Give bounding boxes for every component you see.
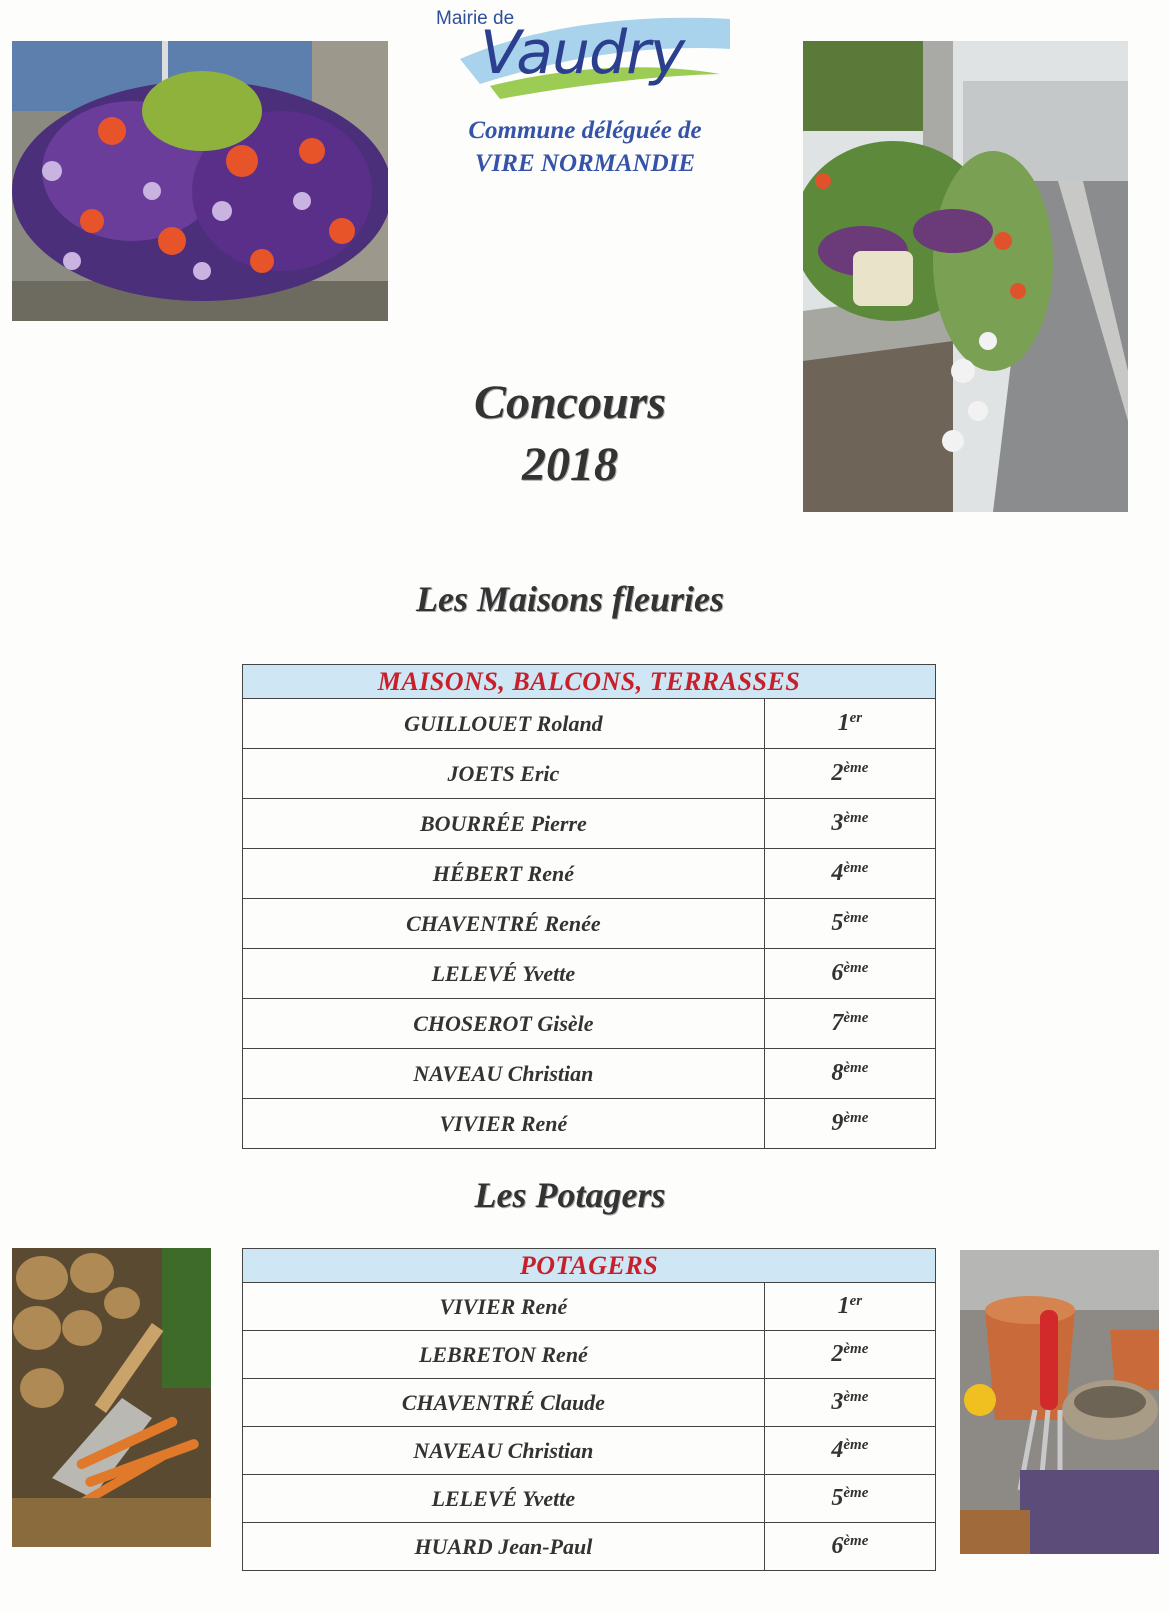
table-row xyxy=(243,1379,936,1427)
rank-suffix: ème xyxy=(843,860,869,876)
rank-place xyxy=(764,699,935,749)
rank-place xyxy=(764,749,935,799)
participant-name: HUARD Jean-Paul xyxy=(243,1523,765,1571)
participant-name: HÉBERT René xyxy=(243,849,765,899)
contest-heading xyxy=(390,372,750,496)
rank-suffix: ème xyxy=(843,1010,869,1026)
table-header-row xyxy=(243,665,936,699)
table-header-row xyxy=(243,1249,936,1283)
participant-name: NAVEAU Christian xyxy=(243,1427,765,1475)
rank-place xyxy=(764,1475,935,1523)
commune-line-2: VIRE NORMANDIE xyxy=(474,150,696,177)
rank-number: 4 xyxy=(831,1437,844,1463)
rank-place xyxy=(764,1379,935,1427)
participant-name: CHOSEROT Gisèle xyxy=(243,999,765,1049)
rank-place xyxy=(764,799,935,849)
table-row xyxy=(243,749,936,799)
rank-suffix: ème xyxy=(843,1533,869,1549)
rank-place xyxy=(764,1427,935,1475)
vaudry-logo xyxy=(420,4,750,116)
maisons-section-title: Les Maisons fleuries xyxy=(415,579,725,619)
rank-number: 9 xyxy=(831,1110,844,1136)
rank-number: 5 xyxy=(831,1485,844,1511)
participant-name: JOETS Eric xyxy=(243,749,765,799)
contest-year: 2018 xyxy=(522,438,618,491)
rank-number: 2 xyxy=(831,1341,844,1367)
flower-window-box-photo xyxy=(12,41,388,321)
rank-suffix: ème xyxy=(843,960,869,976)
potagers-section-title: Les Potagers xyxy=(474,1175,666,1215)
maisons-table-header: MAISONS, BALCONS, TERRASSES xyxy=(243,665,936,699)
participant-name: GUILLOUET Roland xyxy=(243,699,765,749)
rank-number: 6 xyxy=(831,1533,844,1559)
participant-name: LELEVÉ Yvette xyxy=(243,1475,765,1523)
logo-name: Vaudry xyxy=(480,18,685,88)
rank-number: 3 xyxy=(831,810,844,836)
rank-suffix: ème xyxy=(843,1060,869,1076)
table-row xyxy=(243,1049,936,1099)
rank-place xyxy=(764,899,935,949)
table-row xyxy=(243,1099,936,1149)
rank-suffix: ème xyxy=(843,760,869,776)
participant-name: NAVEAU Christian xyxy=(243,1049,765,1099)
table-row xyxy=(243,1283,936,1331)
rank-place xyxy=(764,1099,935,1149)
participant-name: BOURRÉE Pierre xyxy=(243,799,765,849)
table-row xyxy=(243,1475,936,1523)
rank-suffix: ème xyxy=(843,1341,869,1357)
rank-suffix: ème xyxy=(843,1485,869,1501)
street-planters-photo xyxy=(803,41,1128,512)
participant-name: CHAVENTRÉ Claude xyxy=(243,1379,765,1427)
commune-line-1: Commune déléguée de xyxy=(468,117,702,144)
table-row xyxy=(243,699,936,749)
rank-suffix: ème xyxy=(843,810,869,826)
participant-name: VIVIER René xyxy=(243,1099,765,1149)
rank-number: 1 xyxy=(837,710,850,736)
maisons-ranking-table xyxy=(242,664,936,1149)
potagers-table-body xyxy=(243,1283,936,1571)
table-row xyxy=(243,999,936,1049)
rank-number: 8 xyxy=(831,1060,844,1086)
table-row xyxy=(243,849,936,899)
contest-title: Concours xyxy=(473,376,667,429)
potagers-ranking-table xyxy=(242,1248,936,1571)
participant-name: CHAVENTRÉ Renée xyxy=(243,899,765,949)
garden-pots-fork-photo xyxy=(960,1250,1159,1554)
vegetables-trowel-photo xyxy=(12,1248,211,1547)
table-row xyxy=(243,1331,936,1379)
rank-suffix: ème xyxy=(843,1437,869,1453)
rank-suffix: ème xyxy=(843,1110,869,1126)
rank-suffix: er xyxy=(849,1293,863,1309)
rank-number: 1 xyxy=(837,1293,850,1319)
rank-number: 6 xyxy=(831,960,844,986)
table-row xyxy=(243,949,936,999)
rank-place xyxy=(764,1331,935,1379)
logo-prefix: Mairie de xyxy=(436,8,515,29)
table-row xyxy=(243,799,936,849)
participant-name: VIVIER René xyxy=(243,1283,765,1331)
rank-place xyxy=(764,1049,935,1099)
rank-suffix: er xyxy=(849,710,863,726)
rank-place xyxy=(764,1283,935,1331)
rank-place xyxy=(764,849,935,899)
rank-suffix: ème xyxy=(843,910,869,926)
rank-place xyxy=(764,999,935,1049)
rank-number: 5 xyxy=(831,910,844,936)
table-row xyxy=(243,1427,936,1475)
participant-name: LELEVÉ Yvette xyxy=(243,949,765,999)
rank-suffix: ème xyxy=(843,1389,869,1405)
rank-number: 3 xyxy=(831,1389,844,1415)
rank-number: 4 xyxy=(831,860,844,886)
rank-number: 7 xyxy=(831,1010,844,1036)
participant-name: LEBRETON René xyxy=(243,1331,765,1379)
table-row xyxy=(243,899,936,949)
maisons-table-body xyxy=(243,699,936,1149)
rank-place xyxy=(764,1523,935,1571)
rank-number: 2 xyxy=(831,760,844,786)
table-row xyxy=(243,1523,936,1571)
commune-subtitle xyxy=(380,114,790,180)
potagers-table-header: POTAGERS xyxy=(243,1249,936,1283)
rank-place xyxy=(764,949,935,999)
